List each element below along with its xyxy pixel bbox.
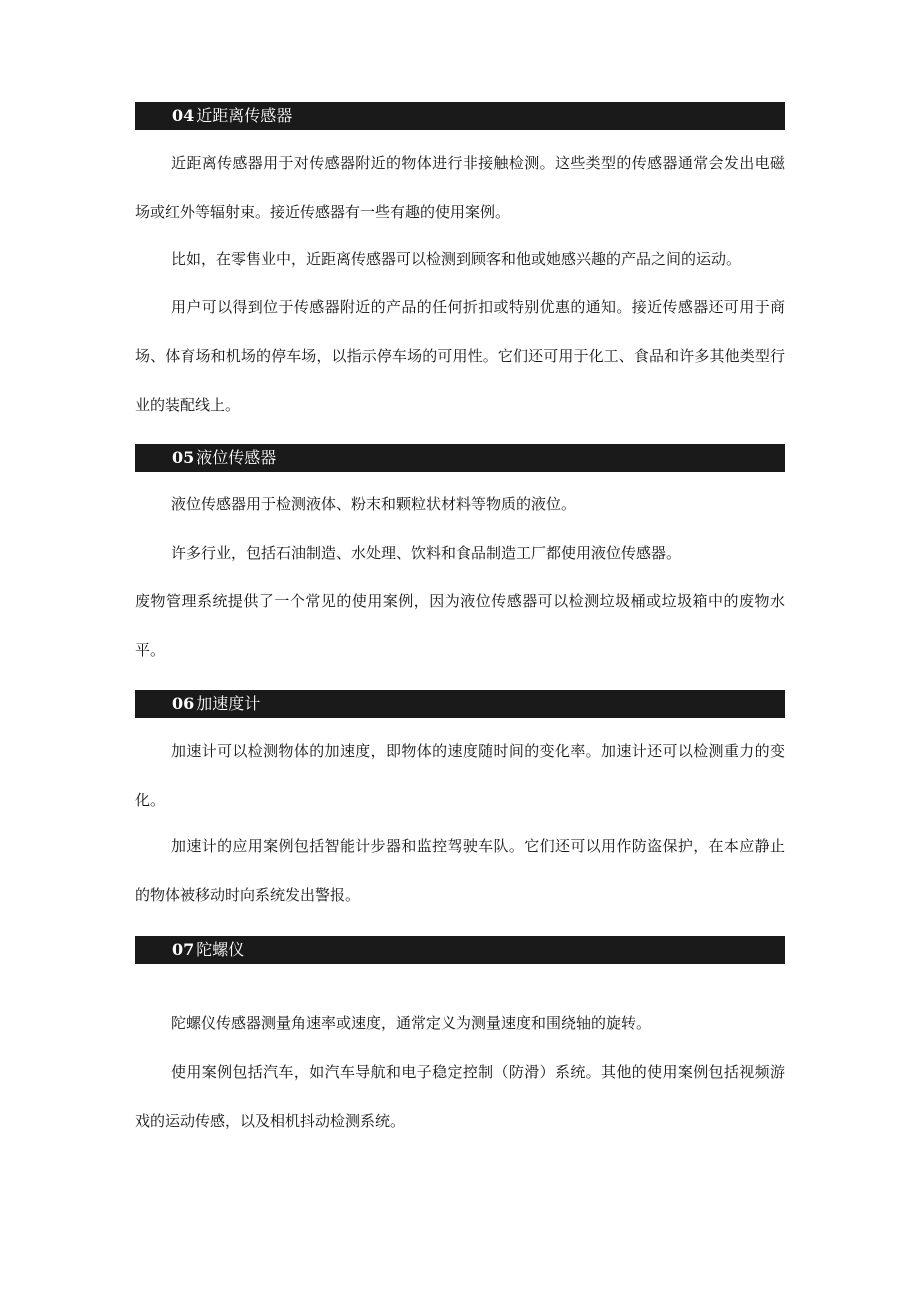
paragraph: 比如，在零售业中，近距离传感器可以检测到顾客和他或她感兴趣的产品之间的运动。 <box>171 250 742 268</box>
section-title: 加速度计 <box>196 694 261 713</box>
paragraph: 近距离传感器用于对传感器附近的物体进行非接触检测。这些类型的传感器通常会发出电磁场或红外等辐射束。接近传感器有一些有趣的使用案例。 <box>135 154 785 221</box>
section-header-05 <box>135 444 785 472</box>
section-header-06 <box>135 690 785 718</box>
paragraph: 使用案例包括汽车，如汽车导航和电子稳定控制（防滑）系统。其他的使用案例包括视频游戏的运动传感，以及相机抖动检测系统。 <box>135 1063 785 1130</box>
section-title: 陀螺仪 <box>196 940 245 959</box>
section-header-04 <box>135 102 785 130</box>
section-title: 近距离传感器 <box>196 106 293 125</box>
paragraph: 陀螺仪传感器测量角速率或速度，通常定义为测量速度和围绕轴的旋转。 <box>171 1014 652 1032</box>
paragraph: 废物管理系统提供了一个常见的使用案例，因为液位传感器可以检测垃圾桶或垃圾箱中的废物水平。 <box>135 592 785 659</box>
section-header-07 <box>135 936 785 964</box>
paragraph: 加速计可以检测物体的加速度，即物体的速度随时间的变化率。加速计还可以检测重力的变化。 <box>135 742 785 809</box>
section-number: 06 <box>172 694 195 713</box>
paragraph: 用户可以得到位于传感器附近的产品的任何折扣或特别优惠的通知。接近传感器还可用于商场、体育场和机场的停车场，以指示停车场的可用性。它们还可用于化工、食品和许多其他类型行业的装配线上。 <box>135 298 785 414</box>
paragraph: 加速计的应用案例包括智能计步器和监控驾驶车队。它们还可以用作防盗保护，在本应静止的物体被移动时向系统发出警报。 <box>135 837 785 904</box>
paragraph: 许多行业，包括石油制造、水处理、饮料和食品制造工厂都使用液位传感器。 <box>171 544 682 562</box>
section-title: 液位传感器 <box>196 448 277 467</box>
section-number: 04 <box>172 106 195 125</box>
paragraph: 液位传感器用于检测液体、粉末和颗粒状材料等物质的液位。 <box>171 495 577 513</box>
section-number: 05 <box>172 448 195 467</box>
section-number: 07 <box>172 940 195 959</box>
